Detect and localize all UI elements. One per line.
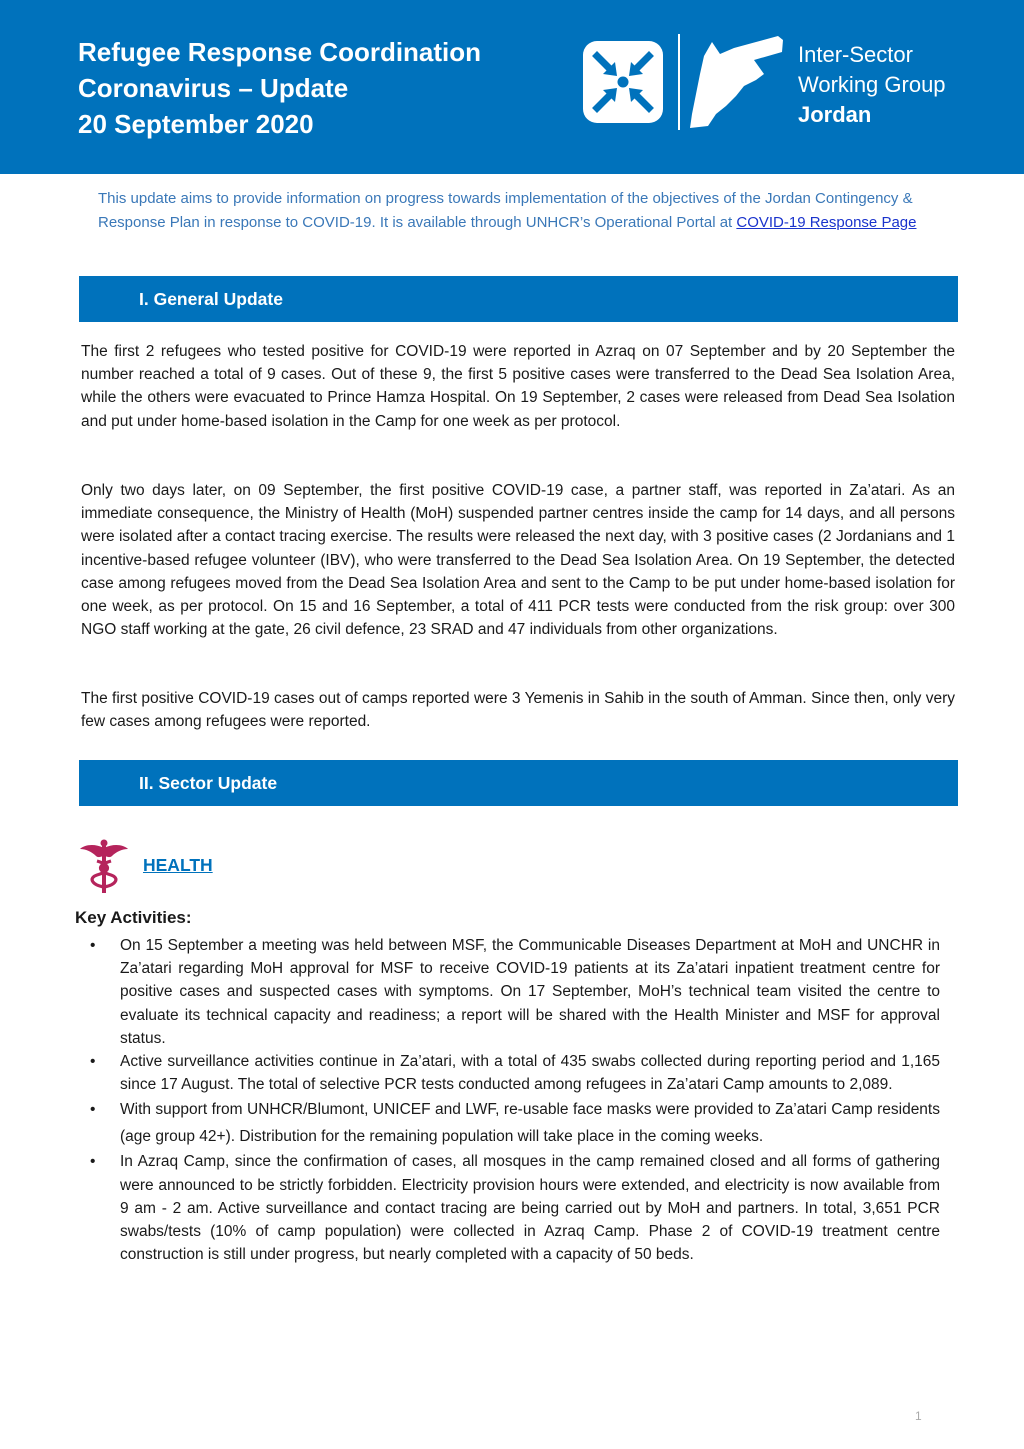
unhcr-arrows-icon <box>583 41 663 123</box>
list-item: • On 15 September a meeting was held between MSF, the Communicable Diseases Department at MoH and UNCHR in Za’atari regarding MoH approval for MSF to receive COVID-19 patients at its Za’atari inpatient treatment centre for positive cases and suspected cases with symptoms. On 17 September, MoH’s technical team visited the centre to evaluate its technical capacity and readiness; a report will be shared with the Health Minister and MSF for approval status. <box>90 934 940 1050</box>
document-title <box>78 34 481 142</box>
org-line-3: Jordan <box>798 102 872 127</box>
key-activities-heading: Key Activities: <box>75 908 192 927</box>
org-name <box>798 40 946 130</box>
page-number: 1 <box>915 1409 922 1423</box>
section-general-update: I. General Update <box>79 276 958 322</box>
general-paragraph-3: The first positive COVID-19 cases out of camps reported were 3 Yemenis in Sahib in the south of Amman. Since then, only very few cases among refugees were reported. <box>81 690 955 731</box>
list-item: • Active surveillance activities continue in Za’atari, with a total of 435 swabs collected during reporting period and 1,165 since 17 August. The total of selective PCR tests conducted among refugees in Za’atari Camp amounts to 2,089. <box>90 1050 940 1096</box>
general-paragraph-2: Only two days later, on 09 September, the first positive COVID-19 case, a partner staff, was reported in Za’atari. As an immediate consequence, the Ministry of Health (MoH) suspended partner centres inside the camp for 14 days, and all persons were isolated after a contact tracing exercise. The results were released the next day, with 3 positive cases (2 Jordanians and 1 incentive-based refugee volunteer (IBV), who were transferred to the Dead Sea Isolation Area. On 19 September, the detected case among refugees moved from the Dead Sea Isolation Area and sent to the Camp to be put under home-based isolation for one week, as per protocol. On 15 and 16 September, a total of 411 PCR tests were conducted from the risk group: over 300 NGO staff working at the gate, 26 civil defence, 23 SRAD and 47 individuals from other organizations. <box>81 482 955 639</box>
list-item: • In Azraq Camp, since the confirmation of cases, all mosques in the camp remained closed and all forms of gathering were announced to be strictly forbidden. Electricity provision hours were extended, and electricity is now available from 9 am - 2 am. Active surveillance and contact tracing are being carried out by MoH and partners. In total, 3,651 PCR swabs/tests (10% of camp population) were collected in Azraq Camp. Phase 2 of COVID-19 treatment centre construction is still under progress, but nearly completed with a capacity of 50 beds. <box>90 1150 940 1266</box>
title-line-1: Refugee Response Coordination <box>78 37 482 67</box>
title-line-3: 20 September 2020 <box>78 109 314 139</box>
covid-response-link[interactable]: COVID-19 Response Page <box>736 213 917 231</box>
header-banner <box>0 0 1024 174</box>
intro-paragraph <box>98 187 942 234</box>
org-line-1: Inter-Sector <box>798 42 913 67</box>
jordan-map-icon <box>686 34 786 130</box>
title-line-2: Coronavirus – Update <box>78 73 349 103</box>
org-line-2: Working Group <box>798 72 946 97</box>
caduceus-icon <box>80 839 128 895</box>
logo-divider <box>678 34 680 130</box>
list-item: • With support from UNHCR/Blumont, UNICEF and LWF, re-usable face masks were provided to Za’atari Camp residents (age group 42+). Distribution for the remaining population will take place in the coming weeks. <box>90 1096 940 1150</box>
section-sector-update: II. Sector Update <box>79 760 958 806</box>
intro-text: This update aims to provide information on progress towards implementation of the objectives of the Jordan Contingency & Response Plan in response to COVID-19. It is available through UNHCR’s Operational Portal at <box>98 190 913 231</box>
health-section-link[interactable]: HEALTH <box>143 855 213 875</box>
general-paragraph-1: The first 2 refugees who tested positive for COVID-19 were reported in Azraq on 07 September and by 20 September the number reached a total of 9 cases. Out of these 9, the first 5 positive cases were transferred to the Dead Sea Isolation Area, while the others were evacuated to Prince Hamza Hospital. On 19 September, 2 cases were released from Dead Sea Isolation and put under home-based isolation in the Camp for one week as per protocol. <box>81 343 955 430</box>
key-activities-list <box>90 934 940 1266</box>
